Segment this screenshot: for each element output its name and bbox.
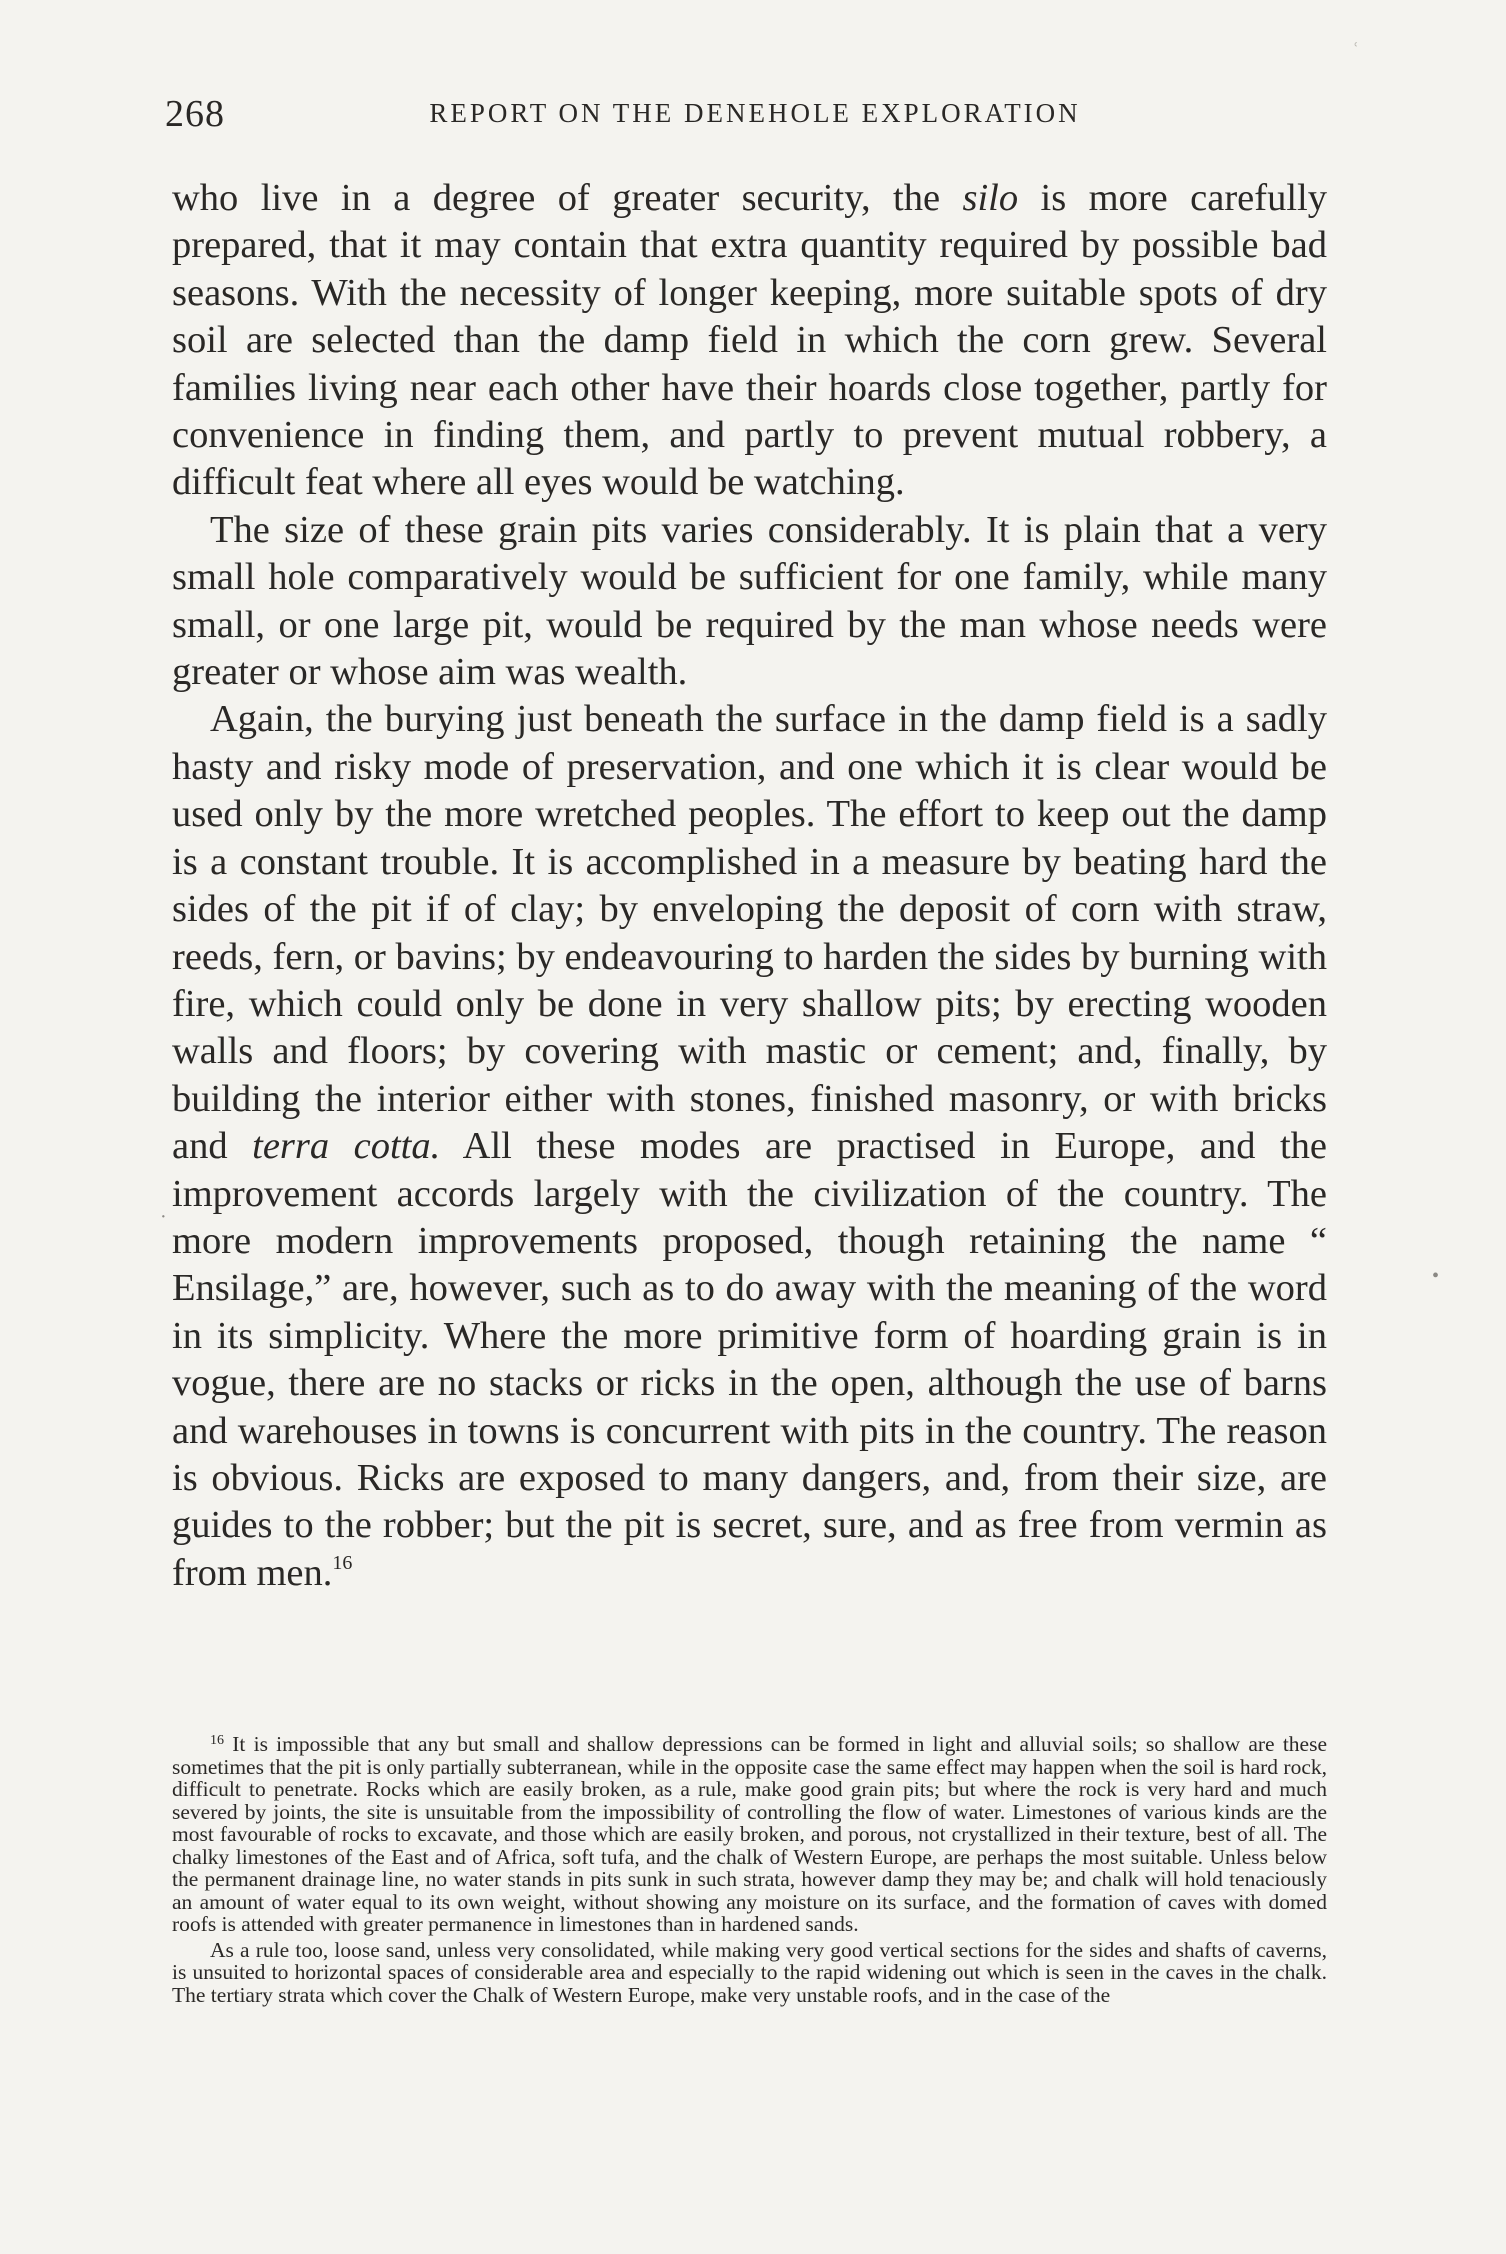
footnote-16-continuation: As a rule too, loose sand, unless very consolidated, while making very good vertical sections for the sides and shafts of caverns, is unsuited to horizontal spaces of considerable area and especially to the rapid widening out which is seen in the caves in the chalk. The tertiary strata which cover the Chalk of Western Europe, make very unstable roofs, and in the case of the — [172, 1937, 1327, 2007]
corner-smudge: ʿ — [1352, 38, 1360, 63]
footnotes — [172, 1733, 1327, 2006]
paragraph-3-text-a: Again, the burying just beneath the surface in the damp field is a sadly hasty and risky mode of preservation, and one which it is clear would be used only by the more wretched peoples. The effort to keep out the damp is a constant trouble. It is accomplished in a measure by beating hard the sides of the pit if of clay; by enveloping the deposit of corn with straw, reeds, fern, or bavins; by endeavouring to harden the sides by burning with fire, which could only be done in very shallow pits; by erecting wooden walls and floors; by covering with mastic or cement; and, finally, by building the interior either with stones, finished masonry, or with bricks and — [172, 698, 1327, 1168]
margin-speck: • — [1432, 1265, 1440, 1287]
paragraph-2: The size of these grain pits varies considerably. It is plain that a very small hole comparatively would be sufficient for one family, while many small, or one large pit, would be required by the man whose needs were greater or whose aim was wealth. — [172, 508, 1327, 694]
margin-speck-left: · — [160, 1206, 167, 1228]
running-head: REPORT ON THE DENEHOLE EXPLORATION — [429, 98, 1081, 128]
footnote-reference[interactable]: 16 — [332, 1551, 353, 1574]
footnote-number: 16 — [210, 1733, 224, 1748]
paragraph-3 — [172, 696, 1327, 1597]
paragraph-3-text-b: All these modes are practised in Europe, and the improvement accords largely with the civilization of the country. The more modern improvements proposed, though retaining the name “ Ensilage,” are, however, such as to do away with the meaning of the word in its simplicity. Where the more primitive form of hoarding grain is in vogue, there are no stacks or ricks in the open, although the use of barns and warehouses in towns is concurrent with pits in the country. The reason is obvious. Ricks are exposed to many dangers, and, from their size, are guides to the robber; but the pit is secret, sure, and as free from vermin as from men. — [172, 1125, 1328, 1594]
silo-italic: silo — [962, 177, 1019, 219]
page-number: 268 — [165, 93, 225, 135]
terra-cotta-italic: terra cotta. — [252, 1125, 441, 1168]
body-text — [172, 175, 1327, 1597]
footnote-16 — [172, 1733, 1327, 1936]
page-header — [165, 92, 1345, 142]
paragraph-1-text-b: is more carefully prepared, that it may contain that extra quantity required by possible bad seasons. With the necessity of longer keeping, more suitable spots of dry soil are selected than the damp field in which the corn grew. Several families living near each other have their hoards close together, partly for convenience in finding them, and partly to prevent mutual robbery, a difficult feat where all eyes would be watching. — [172, 177, 1327, 504]
paragraph-1 — [172, 175, 1327, 507]
paragraph-1-text-a: who live in a degree of greater security, the — [172, 177, 963, 219]
footnote-16-text: It is impossible that any but small and shallow depressions can be formed in light and alluvial soils; so shallow are these sometimes that the pit is only partially subterranean, while in the opposite case the same effect may happen when the soil is hard rock, difficult to penetrate. Rocks which are easily broken, as a rule, make good grain pits; but where the rock is very hard and much severed by joints, the site is unsuitable from the impossibility of controlling the flow of water. Limestones of various kinds are the most favourable of rocks to excavate, and those which are easily broken, and porous, not crystallized in their texture, best of all. The chalky limestones of the East and of Africa, soft tufa, and the chalk of Western Europe, are perhaps the most suitable. Unless below the permanent drainage line, no water stands in pits sunk in such strata, however damp they may be; and chalk will hold tenaciously an amount of water equal to its own weight, without showing any moisture on its surface, and the formation of caves with domed roofs is attended with greater permanence in limestones than in hardened sands. — [172, 1732, 1327, 1936]
